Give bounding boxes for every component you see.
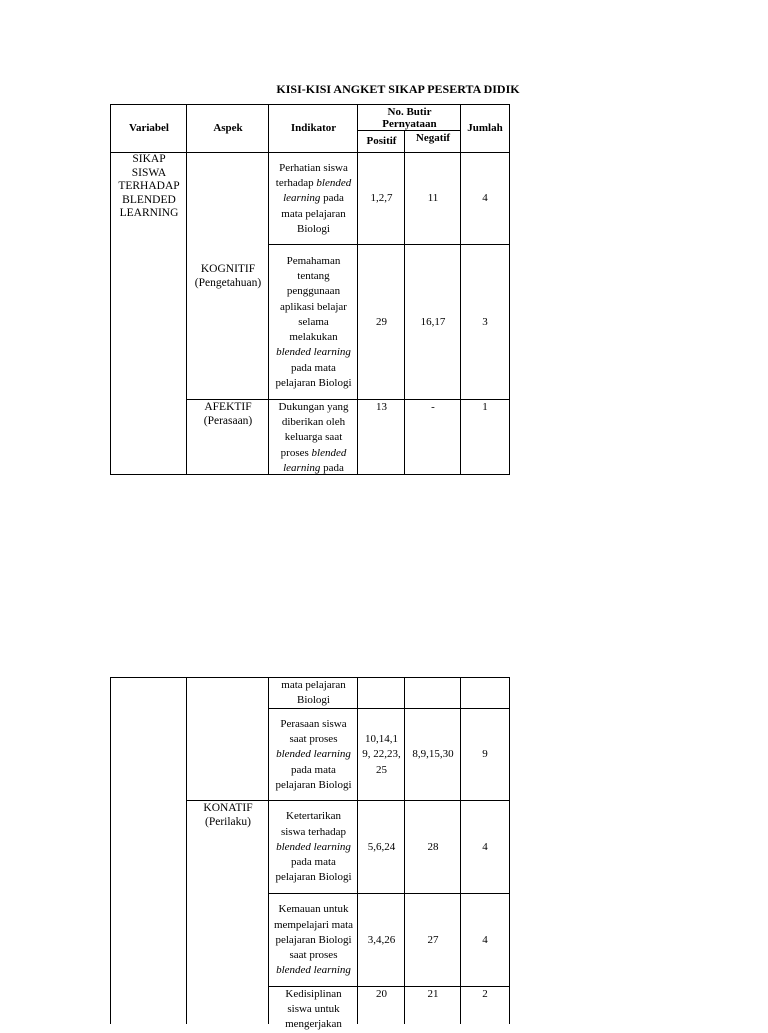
- table-part-1: [110, 104, 510, 475]
- positif-cell: 20: [357, 986, 405, 1024]
- indikator-cell: Ketertarikan siswa terhadap blended learning pada mata pelajaran Biologi: [268, 800, 358, 894]
- aspek-afektif: AFEKTIF (Perasaan): [186, 399, 269, 475]
- header-indikator: Indikator: [268, 104, 358, 153]
- positif-cell: [357, 677, 405, 709]
- header-negatif: Negatif: [404, 130, 461, 153]
- indikator-cell: Dukungan yang diberikan oleh keluarga saat proses blended learning pada: [268, 399, 358, 475]
- header-jumlah: Jumlah: [460, 104, 510, 153]
- header-positif: Positif: [357, 130, 405, 153]
- negatif-cell: [404, 677, 461, 709]
- header-variabel: Variabel: [110, 104, 187, 153]
- negatif-cell: -: [404, 399, 461, 475]
- variabel-cell-continued: [110, 677, 187, 1024]
- jumlah-cell: 4: [460, 893, 510, 987]
- jumlah-cell: 4: [460, 800, 510, 894]
- table-part-2: [110, 677, 510, 1031]
- variabel-cell: SIKAP SISWA TERHADAP BLENDED LEARNING: [110, 152, 187, 475]
- negatif-cell: 11: [404, 152, 461, 245]
- indikator-cell: Kedisiplinan siswa untuk mengerjakan: [268, 986, 358, 1024]
- positif-cell: 3,4,26: [357, 893, 405, 987]
- positif-cell: 10,14,19, 22,23,25: [357, 708, 405, 801]
- aspek-kognitif: KOGNITIF (Pengetahuan): [186, 152, 269, 400]
- jumlah-cell: 9: [460, 708, 510, 801]
- indikator-cell: mata pelajaran Biologi: [268, 677, 358, 709]
- indikator-cell: Perhatian siswa terhadap blended learning pada mata pelajaran Biologi: [268, 152, 358, 245]
- jumlah-cell: 2: [460, 986, 510, 1024]
- jumlah-cell: 1: [460, 399, 510, 475]
- page-title: KISI-KISI ANGKET SIKAP PESERTA DIDIK: [276, 82, 520, 96]
- aspek-konatif: KONATIF (Perilaku): [186, 800, 269, 1024]
- header-aspek: Aspek: [186, 104, 269, 153]
- header-no-butir: No. Butir Pernyataan: [357, 104, 461, 131]
- negatif-cell: 27: [404, 893, 461, 987]
- negatif-cell: 21: [404, 986, 461, 1024]
- positif-cell: 29: [357, 244, 405, 400]
- negatif-cell: 16,17: [404, 244, 461, 400]
- jumlah-cell: [460, 677, 510, 709]
- aspek-afektif-continued: [186, 677, 269, 801]
- indikator-cell: Pemahaman tentang penggunaan aplikasi belajar selama melakukan blended learning pada mata pelajaran Biologi: [268, 244, 358, 400]
- negatif-cell: 8,9,15,30: [404, 708, 461, 801]
- indikator-cell: Kemauan untuk mempelajari mata pelajaran Biologi saat proses blended learning: [268, 893, 358, 987]
- indikator-cell: Perasaan siswa saat proses blended learning pada mata pelajaran Biologi: [268, 708, 358, 801]
- negatif-cell: 28: [404, 800, 461, 894]
- positif-cell: 1,2,7: [357, 152, 405, 245]
- positif-cell: 5,6,24: [357, 800, 405, 894]
- jumlah-cell: 4: [460, 152, 510, 245]
- jumlah-cell: 3: [460, 244, 510, 400]
- positif-cell: 13: [357, 399, 405, 475]
